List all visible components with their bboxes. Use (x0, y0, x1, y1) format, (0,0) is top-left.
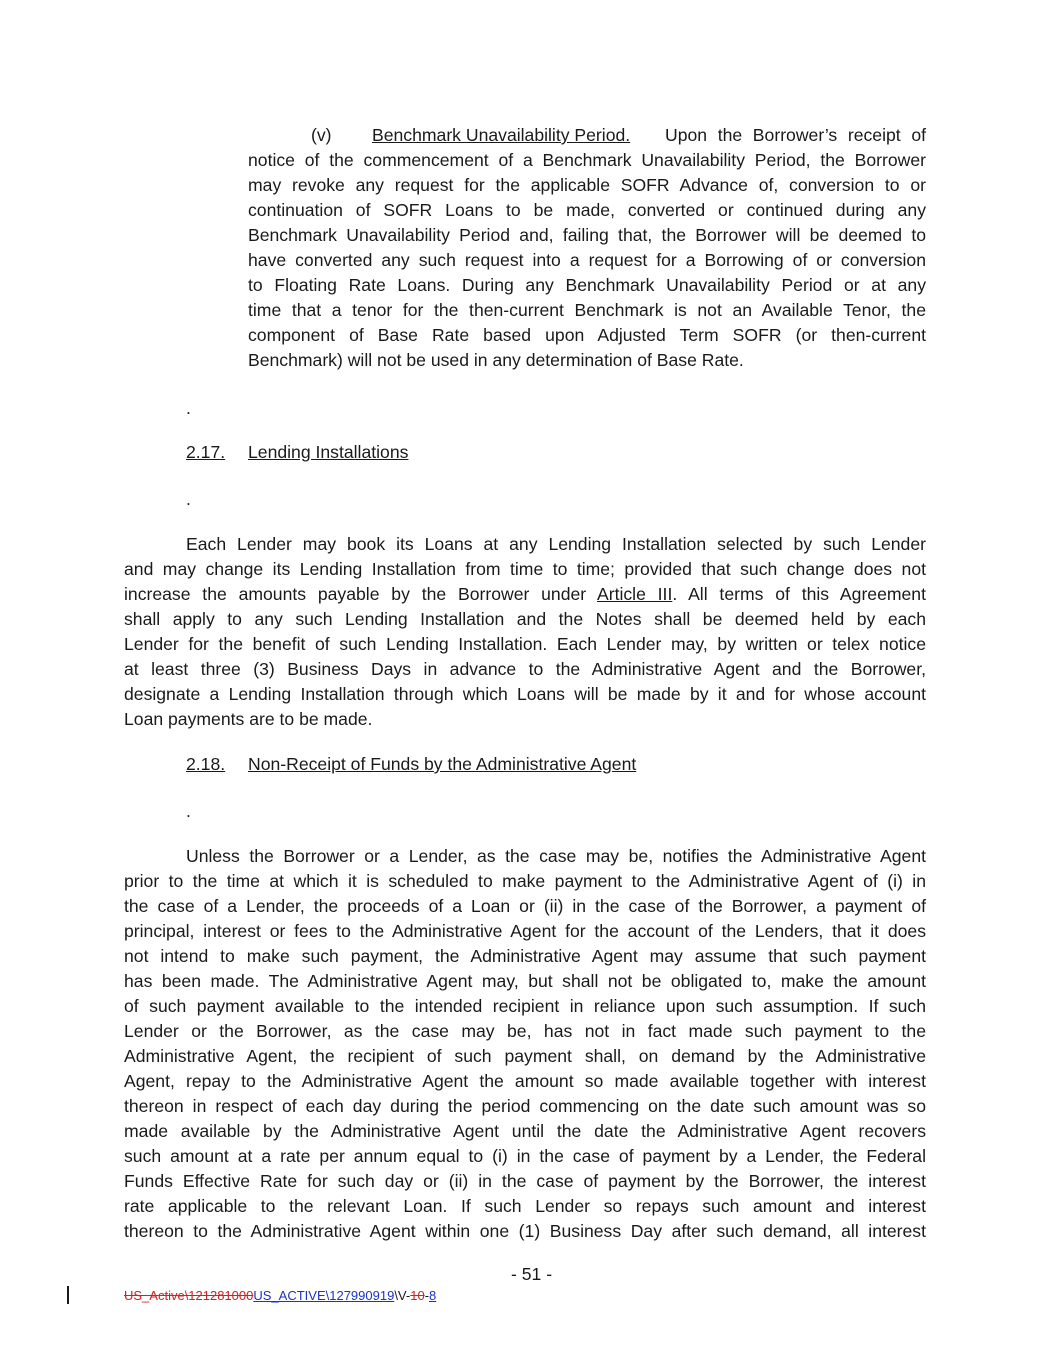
section-v-line: Benchmark Unavailability Period and, failing that, the Borrower will be deemed to (248, 225, 926, 245)
section-2-17-line-with-ref (124, 582, 926, 607)
separator-dot: . (186, 398, 191, 418)
section-2-18-line: of such payment available to the intended recipient in reliance upon such assumption. If such (124, 996, 926, 1016)
section-2-17-line: shall apply to any such Lending Installation and the Notes shall be deemed held by each (124, 609, 926, 629)
document-id (124, 1288, 436, 1304)
section-2-18-line: prior to the time at which it is scheduled to make payment to the Administrative Agent of (i) in (124, 871, 926, 891)
section-2-18-line: not intend to make such payment, the Administrative Agent may assume that such payment (124, 946, 926, 966)
section-2-17-body (124, 532, 926, 732)
separator-dot: . (186, 489, 191, 509)
version-separator: - (424, 1288, 430, 1303)
section-v-line: Benchmark) will not be used in any determination of Base Rate. (248, 350, 744, 370)
section-v-line: continuation of SOFR Loans to be made, converted or continued during any (248, 200, 926, 220)
section-2-18-line: such amount at a rate per annum equal to (i) in the case of payment by a Lender, the Federal (124, 1146, 926, 1166)
section-v-body (248, 123, 926, 373)
section-2-18-line: Funds Effective Rate for such day or (ii) in the case of payment by the Borrower, the interest (124, 1171, 926, 1191)
document-id-separator: \V- (394, 1288, 411, 1303)
section-2-17-line: Each Lender may book its Loans at any Lending Installation selected by such Lender (186, 534, 926, 554)
change-bar (67, 1286, 69, 1304)
section-v-title: Benchmark Unavailability Period. (372, 125, 631, 145)
section-v-line: to Floating Rate Loans. During any Benchmark Unavailability Period or at any (248, 275, 926, 295)
version-inserted: 8 (429, 1288, 437, 1303)
section-2-18-title: Non-Receipt of Funds by the Administrative Agent (248, 754, 637, 774)
article-iii-reference: Article III (596, 584, 673, 604)
section-2-18-number: 2.18. (186, 754, 226, 774)
section-2-17-line: at least three (3) Business Days in advance to the Administrative Agent and the Borrower, (124, 659, 926, 679)
section-2-17-line: Lender for the benefit of such Lending Installation. Each Lender may, by written or telex notice (124, 634, 926, 654)
document-id-deleted: US_Active\121281000 (124, 1288, 254, 1303)
section-2-18-line: Lender or the Borrower, as the case may be, has not in fact made such payment to the (124, 1021, 926, 1041)
version-deleted: 10 (410, 1288, 425, 1303)
section-2-17-line-part: . All terms of this Agreement (672, 584, 926, 604)
section-2-18-line: made available by the Administrative Agent until the date the Administrative Agent recovers (124, 1121, 926, 1141)
section-v-line: Upon the Borrower’s receipt of (665, 125, 926, 145)
section-2-17-line: designate a Lending Installation through which Loans will be made by it and for whose account (124, 684, 926, 704)
section-2-17-line: and may change its Lending Installation from time to time; provided that such change does not (124, 559, 926, 579)
section-v-label: (v) (311, 125, 332, 145)
section-2-18-line: thereon to the Administrative Agent within one (1) Business Day after such demand, all interest (124, 1221, 926, 1241)
section-2-18-line: Unless the Borrower or a Lender, as the case may be, notifies the Administrative Agent (186, 846, 926, 866)
document-id-inserted: US_ACTIVE\127990919 (253, 1288, 395, 1303)
section-2-17-line-part: increase the amounts payable by the Borrower under (124, 584, 587, 604)
section-v-line: component of Base Rate based upon Adjusted Term SOFR (or then-current (248, 325, 926, 345)
section-v-line: may revoke any request for the applicable SOFR Advance of, conversion to or (248, 175, 926, 195)
section-2-18-line: has been made. The Administrative Agent may, but shall not be obligated to, make the amount (124, 971, 926, 991)
section-2-17-number: 2.17. (186, 442, 226, 462)
section-2-18-line: thereon in respect of each day during the period commencing on the date such amount was so (124, 1096, 926, 1116)
section-2-18-line: the case of a Lender, the proceeds of a Loan or (ii) in the case of the Borrower, a payment of (124, 896, 926, 916)
section-2-18-line: principal, interest or fees to the Administrative Agent for the account of the Lenders, that it does (124, 921, 926, 941)
section-2-18-line: Administrative Agent, the recipient of such payment shall, on demand by the Administrative (124, 1046, 926, 1066)
section-v-line: notice of the commencement of a Benchmark Unavailability Period, the Borrower (248, 150, 926, 170)
section-2-18-body (124, 844, 926, 1244)
section-2-17-title: Lending Installations (248, 442, 409, 462)
separator-dot: . (186, 801, 191, 821)
section-v-line: have converted any such request into a request for a Borrowing of or conversion (248, 250, 926, 270)
section-2-17-line: Loan payments are to be made. (124, 709, 373, 729)
section-2-18-line: Agent, repay to the Administrative Agent the amount so made available together with interest (124, 1071, 926, 1091)
section-v-line: time that a tenor for the then-current Benchmark is not an Available Tenor, the (248, 300, 926, 320)
page-number: - 51 - (511, 1264, 553, 1284)
section-2-18-line: rate applicable to the relevant Loan. If such Lender so repays such amount and interest (124, 1196, 926, 1216)
